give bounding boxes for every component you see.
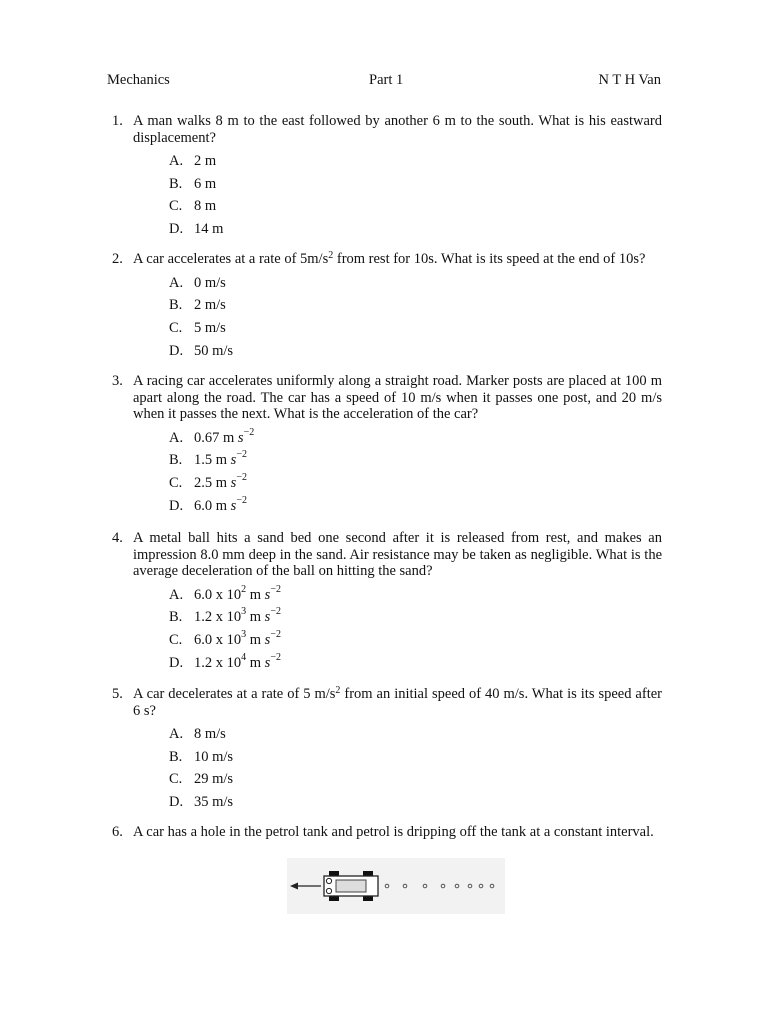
petrol-drop: [441, 884, 445, 888]
option-a: A. 6.0 x $10^2$ m $s^{-2}$: [169, 583, 281, 603]
option-d: D. 14 m: [169, 221, 224, 238]
question-number: 4.: [112, 530, 123, 546]
question-text: A car accelerates at a rate of $5m/s^2$ from rest for 10s. What is its speed at the end of 10s?: [133, 250, 646, 267]
option-c: C. 5 m/s: [169, 319, 226, 336]
option-c: C. 6.0 x $10^3$ m $s^{-2}$: [169, 628, 281, 648]
petrol-drop: [468, 884, 472, 888]
question-number: 5.: [112, 686, 123, 702]
question-text: A metal ball hits a sand bed one second after it is released from rest, and makes an impression 8.0 mm deep in the sand. Air resistance may be taken as negligible. What is the average deceleration of the ball on hitting the sand?: [133, 530, 662, 579]
petrol-drop: [479, 884, 483, 888]
question-2: [112, 251, 662, 365]
option-d: D. 35 m/s: [169, 794, 234, 811]
option-a: A. 0.67 m $s^{-2}$: [169, 426, 255, 446]
question-4: [112, 530, 662, 677]
question-number: 3.: [112, 373, 123, 389]
petrol-drop: [385, 884, 389, 888]
question-text: A car has a hole in the petrol tank and petrol is dripping off the tank at a constant interval.: [133, 824, 654, 840]
headlight-icon: [326, 878, 331, 883]
option-d: D. 6.0 m $s^{-2}$: [169, 494, 247, 514]
option-b: B. 10 m/s: [169, 748, 234, 765]
car-drip-figure: [287, 858, 505, 914]
header-subject: Mechanics: [107, 72, 170, 88]
question-text: A man walks 8 m to the east followed by another 6 m to the south. What is his eastward displacement?: [133, 113, 662, 146]
page-header: [107, 72, 661, 92]
petrol-drop: [490, 884, 494, 888]
header-part: Part 1: [369, 72, 404, 88]
option-a: A. 8 m/s: [169, 726, 226, 742]
petrol-drop: [423, 884, 427, 888]
option-b: B. 1.2 x $10^3$ m $s^{-2}$: [169, 606, 281, 626]
option-d: D. 50 m/s: [169, 342, 234, 359]
question-number: 6.: [112, 824, 123, 840]
question-6: [112, 824, 662, 841]
direction-arrow-head: [290, 883, 298, 890]
option-c: C. 29 m/s: [169, 771, 234, 788]
question-1: [112, 113, 662, 244]
question-5: [112, 686, 662, 817]
option-b: B. 6 m: [169, 175, 217, 192]
petrol-drop: [455, 884, 459, 888]
question-text: A racing car accelerates uniformly along a straight road. Marker posts are placed at 100 m apart along the road. The car has a speed of 10 m/s when it passes one post, and 20 m/s when it passes the next. What is the acceleration of the car?: [133, 373, 662, 422]
question-number: 1.: [112, 113, 123, 129]
question-number: 2.: [112, 251, 123, 267]
option-d: D. 1.2 x $10^4$ m $s^{-2}$: [169, 651, 281, 671]
option-b: B. 1.5 m $s^{-2}$: [169, 449, 247, 469]
option-a: A. 2 m: [169, 153, 217, 169]
car-drip-diagram: [287, 858, 505, 914]
option-b: B. 2 m/s: [169, 297, 226, 314]
question-3: [112, 373, 662, 520]
car-roof: [336, 880, 366, 892]
option-c: C. 2.5 m $s^{-2}$: [169, 471, 247, 491]
headlight-icon: [326, 888, 331, 893]
header-author: N T H Van: [598, 72, 661, 88]
petrol-drop: [403, 884, 407, 888]
option-a: A. 0 m/s: [169, 274, 226, 291]
question-text: A car decelerates at a rate of 5 $m/s^2$ from an initial speed of 40 m/s. What is its speed after 6 s?: [133, 685, 662, 719]
option-c: C. 8 m: [169, 198, 217, 215]
